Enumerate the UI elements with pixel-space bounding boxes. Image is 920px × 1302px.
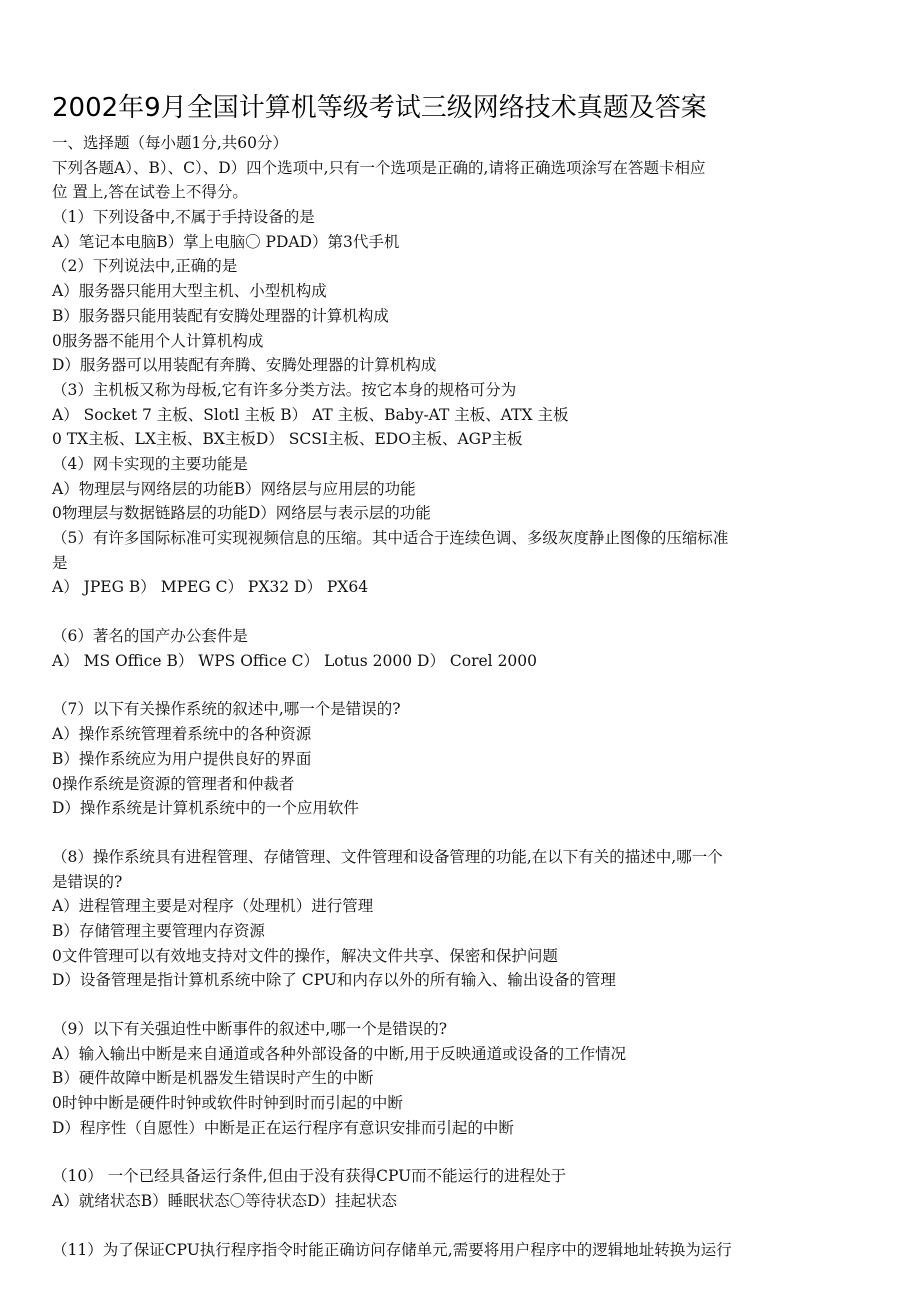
answer-option: A）物理层与网络层的功能B）网络层与应用层的功能	[52, 479, 416, 498]
blank-line	[52, 673, 872, 697]
answer-option: A） JPEG B） MPEG C） PX32 D） PX64	[52, 578, 369, 597]
answer-option: A） MS Office B） WPS Office C） Lotus 2000 D） Corel 2000	[52, 651, 538, 670]
question-stem: （6）著名的国产办公套件是	[52, 627, 248, 646]
question-4	[52, 452, 872, 526]
answer-option: B）操作系统应为用户提供良好的界面	[52, 749, 312, 768]
question-9	[52, 1017, 872, 1140]
answer-option: 0操作系统是资源的管理者和仲裁者	[52, 774, 295, 793]
answer-option: 0时钟中断是硬件时钟或软件时钟到时而引起的中断	[52, 1094, 403, 1113]
question-stem: （3）主机板又称为母板,它有许多分类方法。按它本身的规格可分为	[52, 380, 517, 399]
question-stem: （7）以下有关操作系统的叙述中,哪一个是错误的?	[52, 700, 401, 719]
document-title: 2002年9月全国计算机等级考试三级网络技术真题及答案	[52, 93, 707, 123]
answer-option: A）服务器只能用大型主机、小型机构成	[52, 282, 327, 301]
question-8	[52, 845, 872, 993]
question-1	[52, 205, 872, 254]
blank-line	[52, 993, 872, 1017]
answer-option: A）操作系统管理着系统中的各种资源	[52, 725, 312, 744]
question-11	[52, 1238, 872, 1263]
answer-option: A）输入输出中断是来自通道或各种外部设备的中断,用于反映通道或设备的工作情况	[52, 1044, 627, 1063]
blank-line	[52, 821, 872, 845]
question-stem: （9）以下有关强迫性中断事件的叙述中,哪一个是错误的?	[52, 1020, 448, 1038]
document-body	[52, 131, 872, 1263]
question-stem: （1）下列设备中,不属于手持设备的是	[52, 208, 315, 227]
answer-option: D）服务器可以用装配有奔腾、安腾处理器的计算机构成	[52, 356, 437, 375]
question-stem: （11）为了保证CPU执行程序指令时能正确访问存储单元,需要将用户程序中的逻辑地址转换为运行	[52, 1240, 732, 1259]
instructions-line: 下列各题A）、B）、C）、D）四个选项中,只有一个选项是正确的,请将正确选项涂写在答题卡相应	[52, 158, 706, 177]
question-2	[52, 254, 872, 377]
answer-option: A）进程管理主要是对程序（处理机）进行管理	[52, 897, 374, 916]
answer-option: 0文件管理可以有效地支持对文件的操作，解决文件共享、保密和保护问题	[52, 946, 558, 965]
question-stem: （5）有许多国际标准可实现视频信息的压缩。其中适合于连续色调、多级灰度静止图像的压缩标准	[52, 529, 729, 547]
question-stem: （2）下列说法中,正确的是	[52, 257, 238, 276]
section-heading: 一、选择题（每小题1分,共60分）	[52, 134, 289, 152]
question-stem: 是错误的?	[52, 872, 123, 891]
question-stem: 是	[52, 553, 68, 572]
instructions-line: 位 置上,答在试卷上不得分。	[52, 183, 248, 202]
question-stem: （10） 一个已经具备运行条件,但由于没有获得CPU而不能运行的进程处于	[52, 1167, 567, 1186]
answer-option: A）笔记本电脑B）掌上电脑〇 PDAD）第3代手机	[52, 232, 400, 251]
blank-line	[52, 1214, 872, 1238]
answer-option: B）硬件故障中断是机器发生错误时产生的中断	[52, 1069, 374, 1088]
question-10	[52, 1164, 872, 1213]
answer-option: B）服务器只能用装配有安腾处理器的计算机构成	[52, 306, 389, 325]
answer-option: 0物理层与数据链路层的功能D）网络层与表示层的功能	[52, 504, 431, 523]
answer-option: A） Socket 7 主板、Slotl 主板 B） AT 主板、Baby-AT 主板、ATX 主板	[52, 405, 569, 424]
question-stem: （4）网卡实现的主要功能是	[52, 454, 248, 473]
answer-option: D）程序性（自愿性）中断是正在运行程序有意识安排而引起的中断	[52, 1118, 514, 1137]
answer-option: D）设备管理是指计算机系统中除了 CPU和内存以外的所有输入、输出设备的管理	[52, 971, 616, 990]
question-3	[52, 378, 872, 452]
blank-line	[52, 1140, 872, 1164]
answer-option: 0 TX主板、LX主板、BX主板D） SCSI主板、EDO主板、AGP主板	[52, 430, 523, 449]
question-stem: （8）操作系统具有进程管理、存储管理、文件管理和设备管理的功能,在以下有关的描述中,哪一个	[52, 847, 723, 866]
question-7	[52, 697, 872, 820]
answer-option: A）就绪状态B）睡眠状态〇等待状态D）挂起状态	[52, 1192, 398, 1211]
question-5	[52, 526, 872, 600]
answer-option: 0服务器不能用个人计算机构成	[52, 331, 264, 350]
answer-option: D）操作系统是计算机系统中的一个应用软件	[52, 799, 359, 818]
question-6	[52, 624, 872, 673]
answer-option: B）存储管理主要管理内存资源	[52, 921, 265, 940]
blank-line	[52, 600, 872, 624]
